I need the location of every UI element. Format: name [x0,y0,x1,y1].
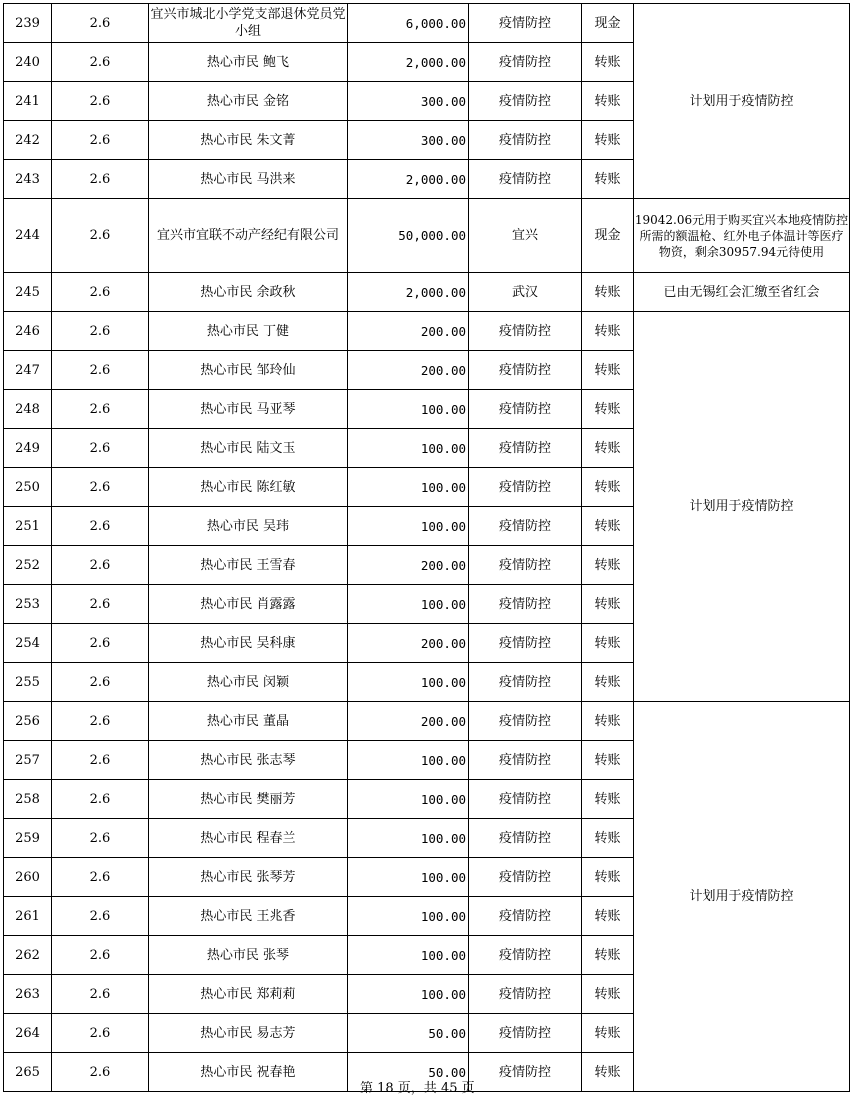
payment-method-cell: 转账 [582,1014,634,1053]
ledger-body [4,4,850,1092]
purpose-cell: 疫情防控 [469,429,582,468]
amount-cell: 2,000.00 [348,273,469,312]
payment-method-cell: 转账 [582,429,634,468]
date-cell: 2.6 [52,273,149,312]
date-cell: 2.6 [52,702,149,741]
purpose-cell: 疫情防控 [469,4,582,43]
payment-method-cell: 转账 [582,936,634,975]
amount-cell: 200.00 [348,312,469,351]
table-row [4,199,850,273]
amount-cell: 100.00 [348,468,469,507]
seq-cell: 239 [4,4,52,43]
date-cell: 2.6 [52,585,149,624]
payment-method-cell: 转账 [582,663,634,702]
date-cell: 2.6 [52,624,149,663]
purpose-cell: 疫情防控 [469,975,582,1014]
amount-cell: 100.00 [348,858,469,897]
purpose-cell: 疫情防控 [469,121,582,160]
seq-cell: 243 [4,160,52,199]
payment-method-cell: 转账 [582,702,634,741]
date-cell: 2.6 [52,819,149,858]
seq-cell: 247 [4,351,52,390]
donor-cell: 热心市民 邹玲仙 [149,351,348,390]
purpose-cell: 疫情防控 [469,585,582,624]
purpose-cell: 疫情防控 [469,897,582,936]
note-cell: 计划用于疫情防控 [634,702,850,1092]
note-cell: 计划用于疫情防控 [634,312,850,702]
seq-cell: 257 [4,741,52,780]
seq-cell: 264 [4,1014,52,1053]
donor-cell: 热心市民 祝春艳 [149,1053,348,1092]
table-row [4,273,850,312]
amount-cell: 50,000.00 [348,199,469,273]
donor-cell: 宜兴市城北小学党支部退休党员党小组 [149,4,348,43]
amount-cell: 2,000.00 [348,43,469,82]
seq-cell: 245 [4,273,52,312]
date-cell: 2.6 [52,160,149,199]
seq-cell: 259 [4,819,52,858]
payment-method-cell: 转账 [582,351,634,390]
purpose-cell: 疫情防控 [469,351,582,390]
date-cell: 2.6 [52,741,149,780]
seq-cell: 265 [4,1053,52,1092]
amount-cell: 100.00 [348,780,469,819]
seq-cell: 251 [4,507,52,546]
seq-cell: 248 [4,390,52,429]
date-cell: 2.6 [52,351,149,390]
purpose-cell: 疫情防控 [469,43,582,82]
date-cell: 2.6 [52,312,149,351]
date-cell: 2.6 [52,390,149,429]
payment-method-cell: 转账 [582,546,634,585]
donor-cell: 热心市民 陈红敏 [149,468,348,507]
purpose-cell: 疫情防控 [469,160,582,199]
amount-cell: 200.00 [348,702,469,741]
date-cell: 2.6 [52,1014,149,1053]
purpose-cell: 疫情防控 [469,1014,582,1053]
payment-method-cell: 转账 [582,975,634,1014]
amount-cell: 100.00 [348,585,469,624]
payment-method-cell: 转账 [582,624,634,663]
amount-cell: 300.00 [348,82,469,121]
date-cell: 2.6 [52,468,149,507]
payment-method-cell: 转账 [582,312,634,351]
amount-cell: 50.00 [348,1014,469,1053]
payment-method-cell: 转账 [582,160,634,199]
date-cell: 2.6 [52,897,149,936]
payment-method-cell: 转账 [582,82,634,121]
payment-method-cell: 转账 [582,819,634,858]
payment-method-cell: 转账 [582,741,634,780]
seq-cell: 244 [4,199,52,273]
amount-cell: 200.00 [348,624,469,663]
donor-cell: 热心市民 董晶 [149,702,348,741]
payment-method-cell: 现金 [582,199,634,273]
donor-cell: 热心市民 陆文玉 [149,429,348,468]
purpose-cell: 疫情防控 [469,780,582,819]
amount-cell: 100.00 [348,507,469,546]
donor-cell: 热心市民 张琴 [149,936,348,975]
payment-method-cell: 现金 [582,4,634,43]
date-cell: 2.6 [52,199,149,273]
seq-cell: 252 [4,546,52,585]
amount-cell: 100.00 [348,741,469,780]
date-cell: 2.6 [52,82,149,121]
purpose-cell: 疫情防控 [469,82,582,121]
donor-cell: 热心市民 马亚琴 [149,390,348,429]
date-cell: 2.6 [52,4,149,43]
seq-cell: 240 [4,43,52,82]
amount-cell: 300.00 [348,121,469,160]
donor-cell: 热心市民 易志芳 [149,1014,348,1053]
payment-method-cell: 转账 [582,390,634,429]
amount-cell: 200.00 [348,546,469,585]
date-cell: 2.6 [52,43,149,82]
purpose-cell: 武汉 [469,273,582,312]
page-footer: 第 18 页，共 45 页 [360,1081,475,1096]
donor-cell: 热心市民 樊丽芳 [149,780,348,819]
purpose-cell: 疫情防控 [469,624,582,663]
purpose-cell: 疫情防控 [469,936,582,975]
seq-cell: 254 [4,624,52,663]
donor-cell: 热心市民 金铭 [149,82,348,121]
date-cell: 2.6 [52,858,149,897]
purpose-cell: 疫情防控 [469,702,582,741]
seq-cell: 249 [4,429,52,468]
date-cell: 2.6 [52,780,149,819]
payment-method-cell: 转账 [582,897,634,936]
amount-cell: 100.00 [348,429,469,468]
amount-cell: 100.00 [348,975,469,1014]
donation-ledger-table [3,3,850,1092]
date-cell: 2.6 [52,507,149,546]
seq-cell: 241 [4,82,52,121]
donor-cell: 热心市民 马洪来 [149,160,348,199]
donor-cell: 热心市民 张志琴 [149,741,348,780]
payment-method-cell: 转账 [582,43,634,82]
amount-cell: 100.00 [348,819,469,858]
payment-method-cell: 转账 [582,858,634,897]
donor-cell: 热心市民 肖露露 [149,585,348,624]
payment-method-cell: 转账 [582,468,634,507]
purpose-cell: 疫情防控 [469,858,582,897]
purpose-cell: 疫情防控 [469,390,582,429]
table-row [4,312,850,351]
seq-cell: 261 [4,897,52,936]
table-row [4,4,850,43]
donor-cell: 热心市民 程春兰 [149,819,348,858]
note-cell: 已由无锡红会汇缴至省红会 [634,273,850,312]
seq-cell: 253 [4,585,52,624]
donor-cell: 热心市民 郑莉莉 [149,975,348,1014]
amount-cell: 100.00 [348,663,469,702]
amount-cell: 50.00 [348,1053,469,1092]
note-cell: 19042.06元用于购买宜兴本地疫情防控所需的额温枪、红外电子体温计等医疗物资，剩余30957.94元待使用 [634,199,850,273]
purpose-cell: 疫情防控 [469,1053,582,1092]
donor-cell: 热心市民 王雪春 [149,546,348,585]
donor-cell: 热心市民 丁健 [149,312,348,351]
payment-method-cell: 转账 [582,273,634,312]
seq-cell: 246 [4,312,52,351]
seq-cell: 260 [4,858,52,897]
date-cell: 2.6 [52,936,149,975]
payment-method-cell: 转账 [582,780,634,819]
donor-cell: 热心市民 吴玮 [149,507,348,546]
seq-cell: 242 [4,121,52,160]
date-cell: 2.6 [52,1053,149,1092]
donor-cell: 宜兴市宜联不动产经纪有限公司 [149,199,348,273]
amount-cell: 100.00 [348,897,469,936]
seq-cell: 258 [4,780,52,819]
donor-cell: 热心市民 闵颖 [149,663,348,702]
amount-cell: 2,000.00 [348,160,469,199]
purpose-cell: 疫情防控 [469,507,582,546]
amount-cell: 200.00 [348,351,469,390]
purpose-cell: 疫情防控 [469,741,582,780]
donor-cell: 热心市民 王兆香 [149,897,348,936]
amount-cell: 100.00 [348,936,469,975]
purpose-cell: 疫情防控 [469,312,582,351]
payment-method-cell: 转账 [582,507,634,546]
amount-cell: 6,000.00 [348,4,469,43]
date-cell: 2.6 [52,663,149,702]
payment-method-cell: 转账 [582,585,634,624]
purpose-cell: 疫情防控 [469,819,582,858]
payment-method-cell: 转账 [582,121,634,160]
seq-cell: 262 [4,936,52,975]
date-cell: 2.6 [52,121,149,160]
donor-cell: 热心市民 朱文菁 [149,121,348,160]
date-cell: 2.6 [52,429,149,468]
purpose-cell: 疫情防控 [469,546,582,585]
amount-cell: 100.00 [348,390,469,429]
seq-cell: 256 [4,702,52,741]
seq-cell: 250 [4,468,52,507]
donor-cell: 热心市民 吴科康 [149,624,348,663]
date-cell: 2.6 [52,975,149,1014]
purpose-cell: 疫情防控 [469,468,582,507]
date-cell: 2.6 [52,546,149,585]
donor-cell: 热心市民 余政秋 [149,273,348,312]
donor-cell: 热心市民 张琴芳 [149,858,348,897]
donor-cell: 热心市民 鲍飞 [149,43,348,82]
note-cell: 计划用于疫情防控 [634,4,850,199]
purpose-cell: 宜兴 [469,199,582,273]
payment-method-cell: 转账 [582,1053,634,1092]
seq-cell: 255 [4,663,52,702]
table-row [4,702,850,741]
seq-cell: 263 [4,975,52,1014]
purpose-cell: 疫情防控 [469,663,582,702]
